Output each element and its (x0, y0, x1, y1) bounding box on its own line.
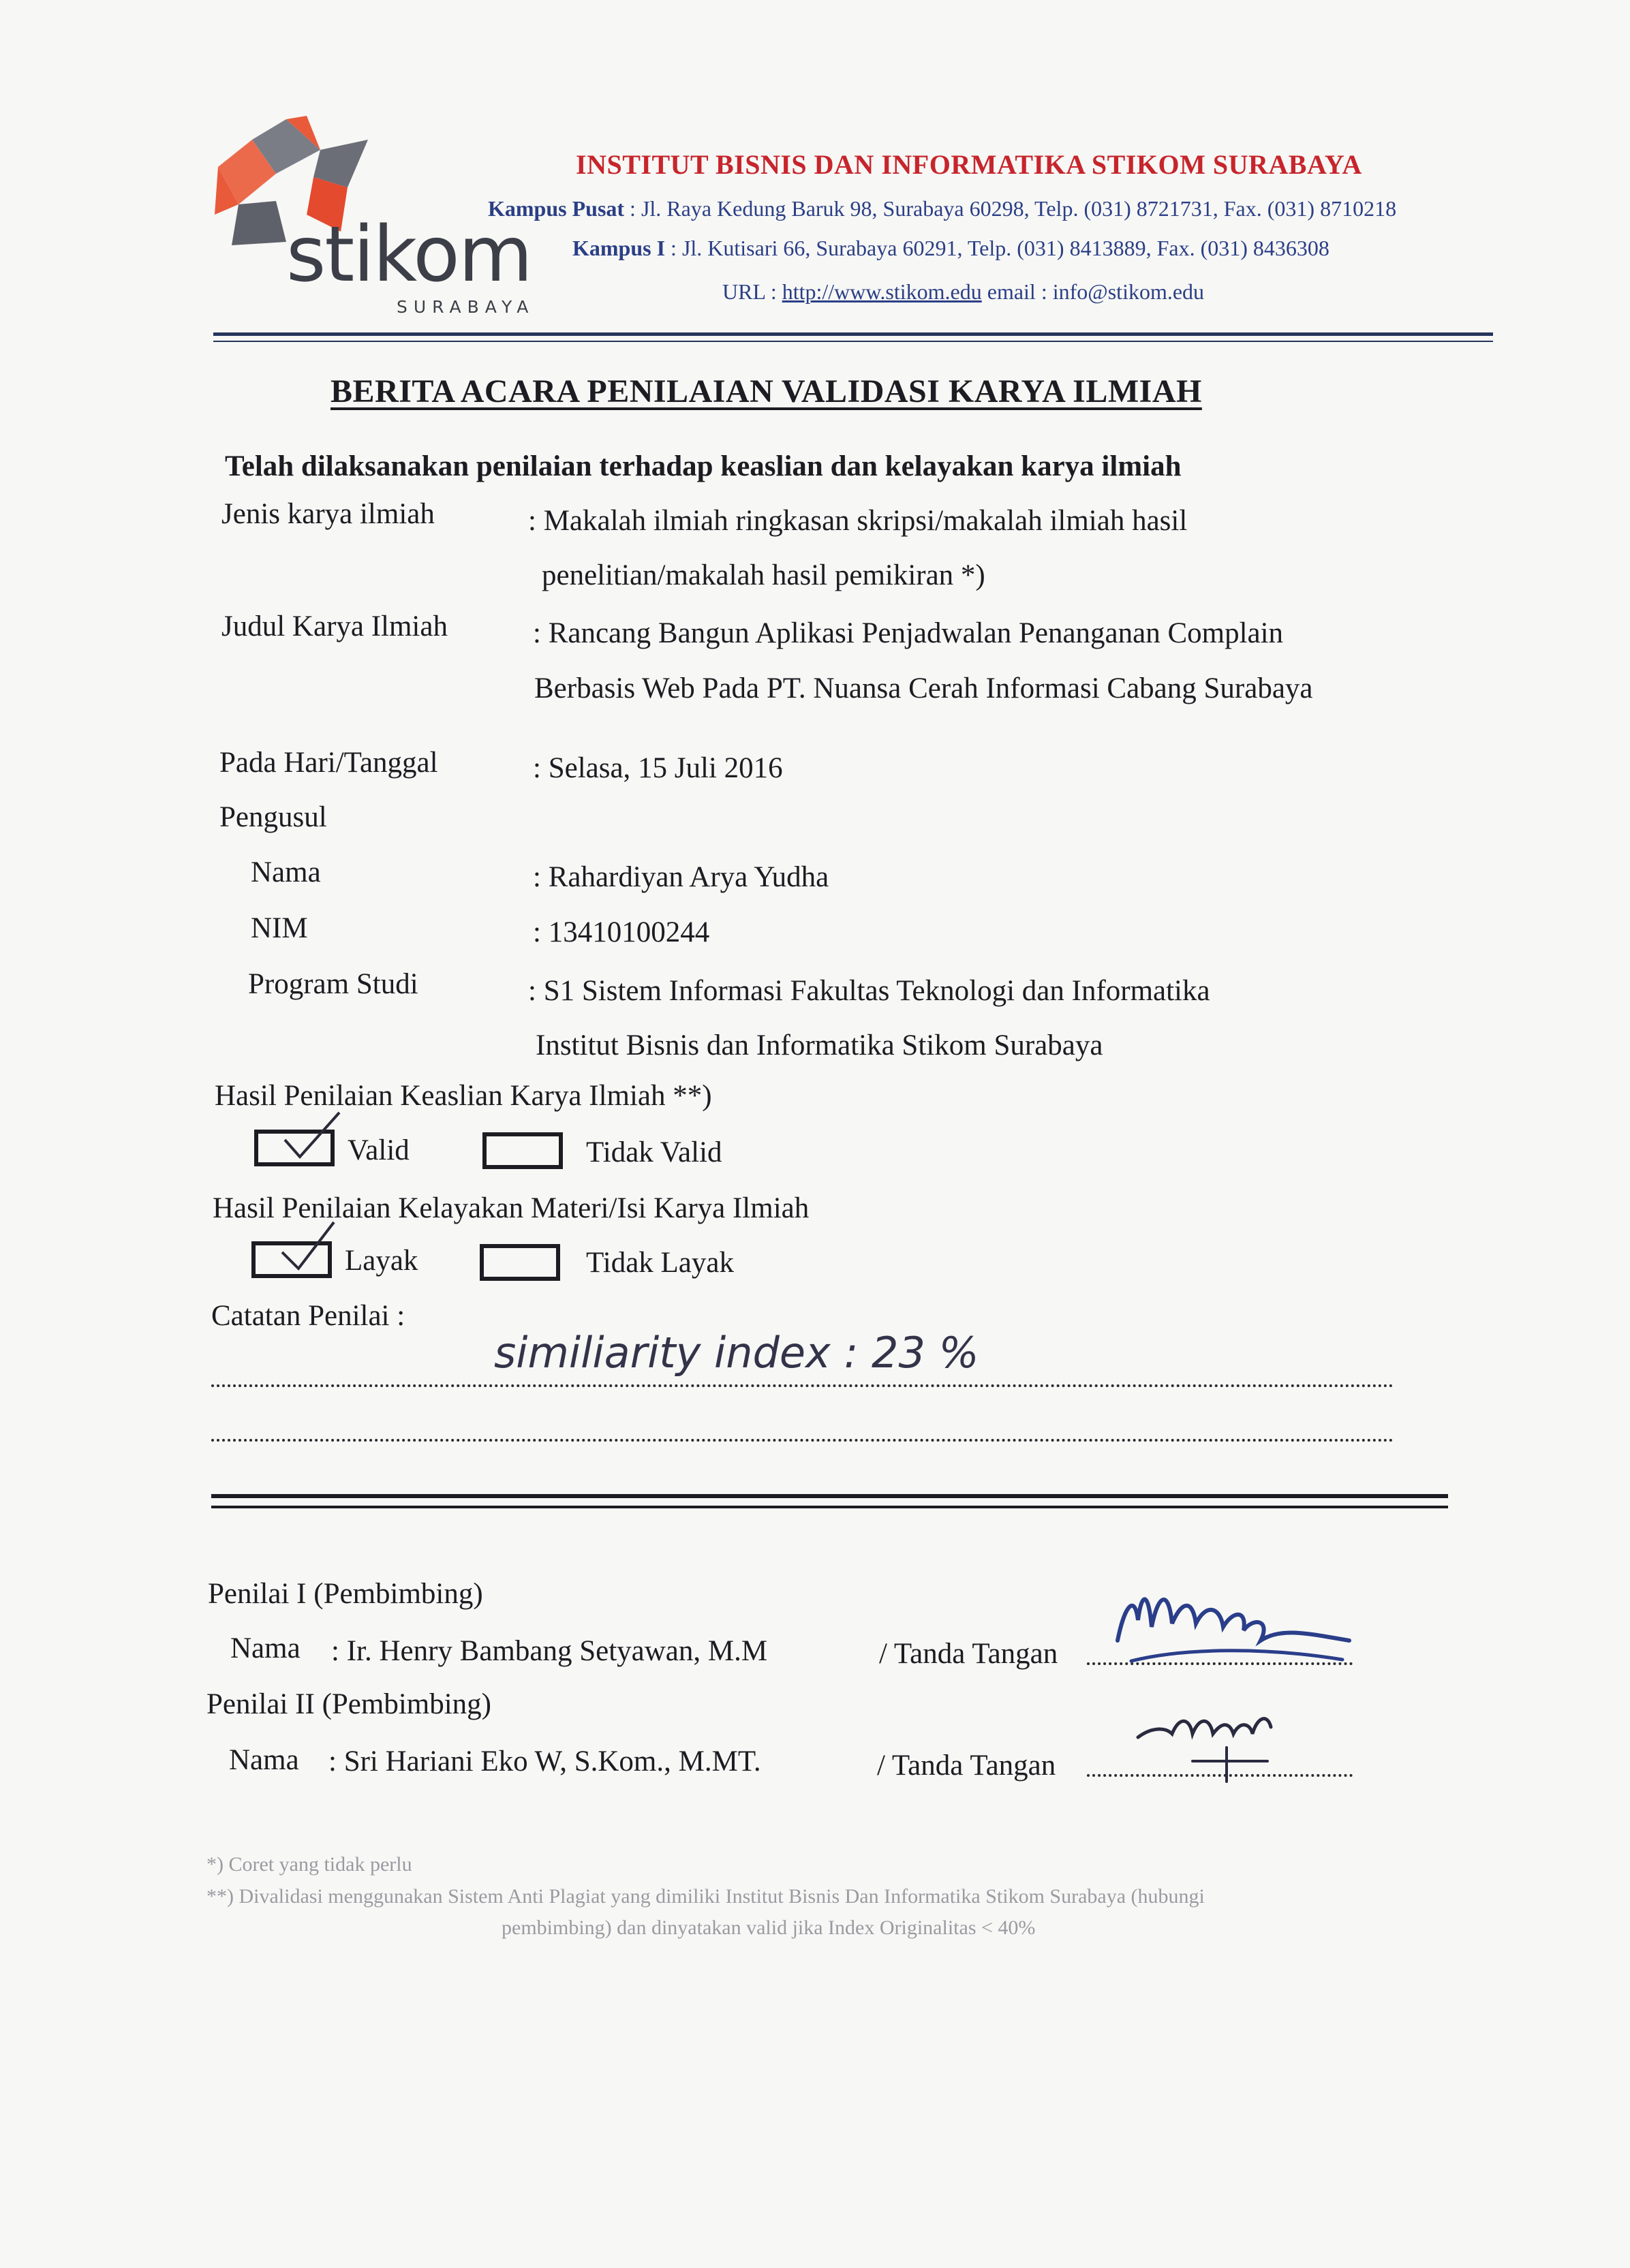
catatan-line-2 (211, 1439, 1394, 1442)
section-divider-thin (211, 1506, 1448, 1508)
handwritten-note: similiarity index : 23 % (494, 1328, 979, 1378)
jenis-value-cont: penelitian/makalah hasil pemikiran *) (542, 559, 985, 591)
layak-option-label: Layak (345, 1245, 418, 1277)
catatan-label: Catatan Penilai : (211, 1300, 405, 1332)
institution-name: INSTITUT BISNIS DAN INFORMATIKA STIKOM SURABAYA (576, 149, 1362, 180)
campus-1-address: Kampus I : Jl. Kutisari 66, Surabaya 60291, Telp. (031) 8413889, Fax. (031) 8436308 (572, 236, 1329, 260)
tidak-layak-checkbox[interactable] (480, 1244, 560, 1281)
document-title: BERITA ACARA PENILAIAN VALIDASI KARYA ILMIAH (330, 373, 1202, 409)
header-divider (213, 332, 1493, 336)
intro-statement: Telah dilaksanakan penilaian terhadap keaslian dan kelayakan karya ilmiah (225, 450, 1182, 482)
judul-value-cont: Berbasis Web Pada PT. Nuansa Cerah Informasi Cabang Surabaya (534, 672, 1313, 704)
prodi-value-cont: Institut Bisnis dan Informatika Stikom Surabaya (536, 1029, 1103, 1061)
footnote-2: **) Divalidasi menggunakan Sistem Anti Plagiat yang dimiliki Institut Bisnis Dan Informatika Stikom Surabaya (hubungi (206, 1885, 1205, 1908)
jenis-label: Jenis karya ilmiah (221, 498, 435, 530)
tidak-valid-checkbox[interactable] (482, 1132, 563, 1169)
campus-main-address: Kampus Pusat : Jl. Raya Kedung Baruk 98, Surabaya 60298, Telp. (031) 8721731, Fax. (031) 8710218 (488, 196, 1397, 221)
prodi-value: : S1 Sistem Informasi Fakultas Teknologi dan Informatika (528, 975, 1210, 1007)
logo-wordmark: stikom (286, 211, 532, 299)
penilai-2-heading: Penilai II (Pembimbing) (206, 1688, 491, 1720)
nim-label: NIM (251, 912, 308, 944)
judul-label: Judul Karya Ilmiah (221, 610, 448, 642)
nama-label: Nama (251, 856, 321, 888)
website-link[interactable]: http://www.stikom.edu (782, 279, 982, 304)
penilai-2-nama-label: Nama (229, 1744, 299, 1776)
jenis-value: : Makalah ilmiah ringkasan skripsi/makalah ilmiah hasil (528, 505, 1188, 537)
contact-line: URL : http://www.stikom.edu email : info@stikom.edu (722, 279, 1205, 304)
penilai-2-ttd-label: / Tanda Tangan (877, 1750, 1056, 1782)
pengusul-label: Pengusul (219, 801, 327, 833)
penilai-1-nama-value: : Ir. Henry Bambang Setyawan, M.M (331, 1635, 768, 1667)
penilai-1-nama-label: Nama (230, 1632, 301, 1664)
valid-option-label: Valid (348, 1134, 410, 1166)
keaslian-label: Hasil Penilaian Keaslian Karya Ilmiah **) (215, 1080, 712, 1112)
kelayakan-label: Hasil Penilaian Kelayakan Materi/Isi Karya Ilmiah (213, 1192, 810, 1224)
tanggal-value: : Selasa, 15 Juli 2016 (533, 752, 783, 784)
checkmark-icon (278, 1109, 346, 1164)
prodi-label: Program Studi (248, 968, 418, 1000)
section-divider (211, 1494, 1448, 1498)
footnote-2-cont: pembimbing) dan dinyatakan valid jika Index Originalitas < 40% (502, 1916, 1036, 1939)
checkmark-icon (275, 1220, 343, 1274)
catatan-line-1 (211, 1384, 1394, 1387)
penilai-1-ttd-label: / Tanda Tangan (879, 1638, 1058, 1670)
signature-1 (1104, 1579, 1363, 1675)
penilai-2-nama-value: : Sri Hariani Eko W, S.Kom., M.MT. (328, 1745, 761, 1777)
nim-value: : 13410100244 (533, 916, 710, 948)
judul-value: : Rancang Bangun Aplikasi Penjadwalan Penanganan Complain (533, 617, 1284, 649)
tidak-layak-option-label: Tidak Layak (586, 1247, 734, 1279)
header-divider-thin (213, 341, 1493, 342)
penilai-1-heading: Penilai I (Pembimbing) (208, 1578, 483, 1610)
signature-2 (1131, 1696, 1308, 1785)
footnote-1: *) Coret yang tidak perlu (206, 1853, 412, 1876)
nama-value: : Rahardiyan Arya Yudha (533, 861, 829, 893)
tanggal-label: Pada Hari/Tanggal (219, 747, 438, 779)
logo-subtitle: SURABAYA (397, 297, 535, 317)
tidak-valid-option-label: Tidak Valid (586, 1136, 722, 1168)
